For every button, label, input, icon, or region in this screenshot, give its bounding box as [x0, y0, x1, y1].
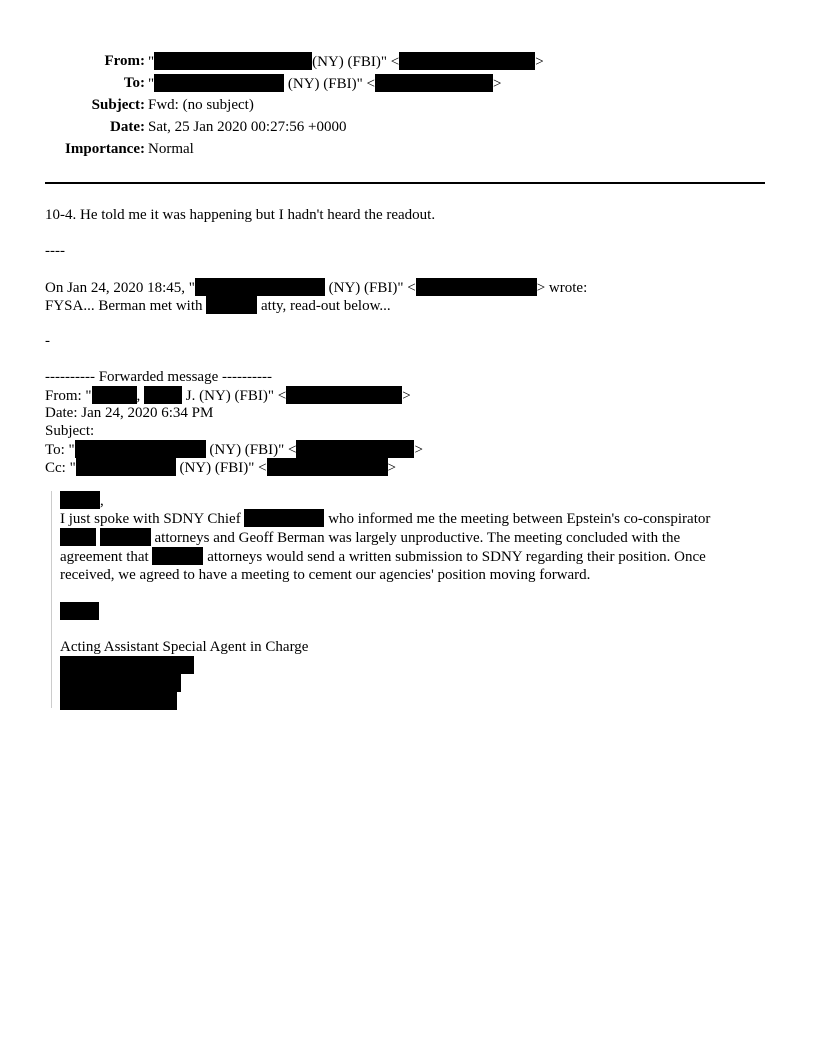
fwd-to-label: To: "	[45, 442, 75, 458]
signature-title: Acting Assistant Special Agent in Charge	[60, 639, 309, 655]
from-org: (NY) (FBI)" <	[312, 54, 400, 70]
redaction-box	[206, 296, 257, 314]
redaction-box	[60, 491, 100, 509]
signature-line	[60, 674, 760, 692]
redaction-box	[296, 440, 414, 458]
fwd-from-comma: ,	[136, 388, 141, 404]
spacer	[60, 620, 760, 638]
spacer	[60, 584, 760, 602]
redaction-box	[60, 602, 99, 620]
fwd-from-close: >	[402, 388, 411, 404]
to-label: To:	[123, 75, 145, 91]
redaction-box	[75, 440, 206, 458]
quoted-line	[60, 547, 760, 566]
redaction-box	[416, 278, 537, 296]
redaction-box	[60, 692, 177, 710]
redaction-box	[154, 52, 312, 70]
forwarded-from	[45, 386, 411, 405]
fysa-text: FYSA... Berman met with	[45, 298, 207, 314]
to-quote: "	[148, 76, 155, 92]
redaction-box	[60, 656, 194, 674]
on-wrote-text: > wrote:	[536, 280, 588, 296]
dash-line: -	[45, 333, 50, 349]
redaction-box	[154, 74, 284, 92]
redaction-box	[60, 674, 181, 692]
from-close: >	[535, 54, 544, 70]
fwd-cc-org: (NY) (FBI)" <	[175, 460, 267, 476]
redaction-box	[100, 528, 151, 546]
quoted-line	[60, 528, 760, 547]
date-value: Sat, 25 Jan 2020 00:27:56 +0000	[148, 119, 347, 135]
redaction-box	[286, 386, 402, 404]
redaction-box	[144, 386, 182, 404]
fysa-text-end: atty, read-out below...	[257, 298, 391, 314]
forwarded-cc	[45, 458, 396, 477]
forwarded-to	[45, 440, 423, 459]
signature-line	[60, 692, 760, 710]
quoted-text: who informed me the meeting between Epstein's co-conspirator	[324, 511, 711, 527]
to-org: (NY) (FBI)" <	[284, 76, 375, 92]
forwarded-banner: ---------- Forwarded message ----------	[45, 369, 272, 385]
fwd-to-close: >	[414, 442, 423, 458]
signature-line	[60, 656, 760, 674]
quoted-message	[51, 491, 772, 708]
fwd-from-label: From: "	[45, 388, 92, 404]
fwd-cc-close: >	[387, 460, 396, 476]
on-date-text: On Jan 24, 2020 18:45, "	[45, 280, 195, 296]
quoted-body	[60, 491, 760, 710]
from-label: From:	[104, 53, 145, 69]
fwd-to-org: (NY) (FBI)" <	[205, 442, 297, 458]
reply-line: 10-4. He told me it was happening but I hadn't heard the readout.	[45, 207, 436, 223]
quoted-line	[60, 509, 760, 528]
redaction-box	[92, 386, 137, 404]
greeting-line	[60, 491, 760, 509]
redaction-box	[399, 52, 535, 70]
on-wrote-line	[45, 278, 587, 297]
header-divider	[45, 182, 765, 184]
fwd-cc-label: Cc: "	[45, 460, 76, 476]
forwarded-subject: Subject:	[45, 423, 95, 439]
subject-label: Subject:	[91, 97, 145, 113]
subject-value: Fwd: (no subject)	[148, 97, 254, 113]
forwarded-date: Date: Jan 24, 2020 6:34 PM	[45, 405, 214, 421]
greeting-comma: ,	[100, 493, 104, 509]
signature-name	[60, 602, 760, 620]
redaction-box	[152, 547, 203, 565]
redaction-box	[76, 458, 176, 476]
to-value	[148, 74, 501, 93]
quoted-text: attorneys and Geoff Berman was largely unproductive. The meeting concluded with the	[150, 530, 681, 546]
quoted-text: I just spoke with SDNY Chief	[60, 511, 245, 527]
to-close: >	[492, 76, 502, 92]
from-value	[148, 52, 544, 71]
importance-label: Importance:	[65, 141, 145, 157]
fwd-from-org: J. (NY) (FBI)" <	[182, 388, 287, 404]
quoted-text: agreement that	[60, 549, 153, 565]
date-label: Date:	[110, 119, 145, 135]
redaction-box	[267, 458, 388, 476]
from-quote: "	[148, 54, 155, 70]
redaction-box	[375, 74, 493, 92]
redaction-box	[60, 528, 96, 546]
reply-separator: ----	[45, 243, 65, 259]
on-org-text: (NY) (FBI)" <	[324, 280, 416, 296]
quoted-text: attorneys would send a written submission to SDNY regarding their position. Once	[203, 549, 706, 565]
fysa-line	[45, 296, 391, 315]
quoted-line: received, we agreed to have a meeting to cement our agencies' position moving forward.	[60, 567, 591, 583]
importance-value: Normal	[148, 141, 194, 157]
redaction-box	[195, 278, 325, 296]
redaction-box	[244, 509, 324, 527]
